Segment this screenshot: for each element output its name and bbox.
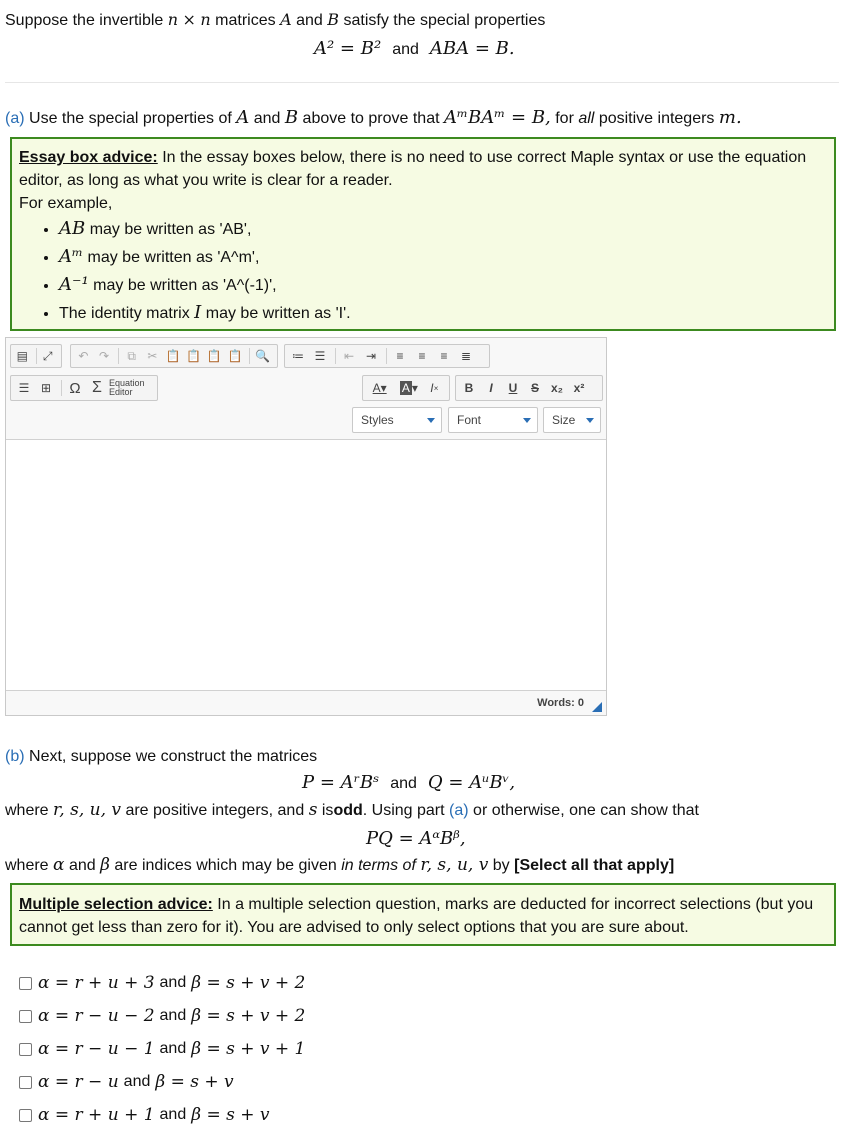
- part-a-label: (a): [5, 110, 25, 127]
- undo-icon[interactable]: ↶: [78, 349, 89, 363]
- divider: [5, 82, 839, 83]
- chevron-down-icon: [523, 418, 531, 423]
- numbered-list-icon[interactable]: ≔: [292, 349, 304, 363]
- math-am: Aᵐ: [59, 246, 84, 267]
- source-icon[interactable]: ▤: [16, 349, 28, 363]
- option-alpha: α = r + u + 1: [38, 1105, 155, 1125]
- resize-handle-icon[interactable]: [592, 702, 602, 712]
- math-ab: AB: [59, 218, 86, 239]
- part-a-question: [5, 107, 742, 128]
- toolbar-group-document: [10, 344, 62, 368]
- equation-editor-button[interactable]: [109, 379, 145, 397]
- size-dropdown[interactable]: [543, 407, 601, 433]
- math-i: I: [194, 302, 202, 323]
- part-b-equation-product: [366, 828, 466, 849]
- part-b-interms: in terms of: [341, 857, 416, 874]
- equation-editor-icon[interactable]: Σ: [92, 379, 102, 396]
- remove-format-icon[interactable]: I ×: [430, 381, 439, 395]
- equation-and: and: [392, 41, 419, 58]
- list-item-text: may be written as 'I'.: [205, 305, 351, 322]
- essay-advice-heading: Essay box advice:: [19, 149, 158, 166]
- option-4[interactable]: [19, 1072, 234, 1092]
- option-beta: β = s + v: [191, 1105, 270, 1125]
- toolbar-group-clipboard: [70, 344, 278, 368]
- subscript-icon[interactable]: x₂: [550, 381, 563, 395]
- toolbar-group-format: [455, 375, 603, 401]
- option-checkbox[interactable]: [19, 977, 32, 990]
- option-and: and: [123, 1073, 151, 1090]
- part-a-reference: (a): [449, 802, 469, 819]
- intro-text: [5, 10, 545, 30]
- math-a: A: [236, 107, 250, 128]
- part-b-text: where: [5, 857, 49, 874]
- special-character-icon[interactable]: Ω: [69, 379, 81, 397]
- equation-q: Q = AᵘBᵛ,: [427, 772, 516, 793]
- bold-icon[interactable]: B: [464, 381, 474, 395]
- copy-icon[interactable]: ⧉: [127, 348, 136, 363]
- toolbar-group-paragraph: [284, 344, 490, 368]
- equation-editor-label: Equation: [109, 378, 145, 388]
- list-item-text: may be written as 'A^(-1)',: [93, 277, 277, 294]
- equation-a2-b2: A² = B²: [314, 38, 382, 59]
- option-beta: β = s + v + 2: [191, 973, 306, 993]
- part-b-text: where: [5, 802, 49, 819]
- option-5[interactable]: [19, 1105, 270, 1125]
- list-item-text: The identity matrix: [59, 305, 190, 322]
- math-alpha: α: [53, 855, 65, 875]
- paste-word-icon[interactable]: 📋: [206, 349, 222, 363]
- math-vars: r, s, u, v: [53, 800, 121, 820]
- horizontal-line-icon[interactable]: ☰: [18, 381, 30, 395]
- redo-icon[interactable]: ↷: [99, 349, 110, 363]
- select-all-instruction: [Select all that apply]: [514, 857, 675, 874]
- intro-equation: [314, 38, 515, 59]
- multiple-selection-advice-box: [10, 883, 836, 946]
- intro-tail2: satisfy the special properties: [343, 12, 546, 29]
- font-dropdown-label: Font: [457, 413, 482, 427]
- math-vars: r, s, u, v: [420, 855, 489, 875]
- option-checkbox[interactable]: [19, 1076, 32, 1089]
- part-b-odd: odd: [333, 802, 363, 819]
- math-m: m.: [718, 107, 742, 128]
- part-b-text: are indices which may be given: [114, 857, 337, 874]
- bulleted-list-icon[interactable]: ☰: [314, 349, 326, 363]
- math-s: s: [308, 800, 318, 820]
- chevron-down-icon: [427, 418, 435, 423]
- math-n: n: [200, 10, 211, 29]
- part-b-text: are positive integers, and: [125, 802, 305, 819]
- table-icon[interactable]: ⊞: [40, 381, 52, 395]
- part-b-equation-pq: [302, 772, 515, 793]
- mc-advice-body: In a multiple selection question, marks are deducted for incorrect selections (but you: [217, 896, 814, 913]
- math-beta: β: [100, 855, 110, 875]
- option-and: and: [159, 1106, 187, 1123]
- strikethrough-icon[interactable]: S: [530, 381, 539, 395]
- styles-dropdown[interactable]: [352, 407, 442, 433]
- part-b-text-line: [5, 800, 699, 820]
- maximize-icon[interactable]: ⤢: [42, 348, 53, 363]
- option-beta: β = s + v: [155, 1072, 234, 1092]
- math-a-inverse: A⁻¹: [59, 274, 89, 295]
- chevron-down-icon: [586, 418, 594, 423]
- outdent-icon[interactable]: ⇤: [343, 349, 355, 363]
- list-item-text: may be written as 'A^m',: [87, 249, 260, 266]
- essay-advice-body: In the essay boxes below, there is no need to use correct Maple syntax or use the equation: [162, 149, 807, 166]
- option-alpha: α = r − u − 1: [38, 1039, 155, 1059]
- cut-icon[interactable]: ✂: [147, 349, 158, 363]
- superscript-icon[interactable]: x²: [573, 381, 585, 395]
- option-and: and: [159, 1007, 187, 1024]
- part-a-and: and: [253, 110, 281, 127]
- paste-icon[interactable]: 📋: [165, 349, 181, 363]
- essay-advice-list: [19, 215, 827, 327]
- part-b-label: (b): [5, 748, 25, 765]
- equation-editor-label: Editor: [109, 387, 133, 397]
- equation-ambam: AᵐBAᵐ = B,: [443, 107, 551, 128]
- mc-advice-heading: Multiple selection advice:: [19, 896, 213, 913]
- equation-product: PQ = AᵅBᵝ,: [366, 828, 466, 849]
- list-item-text: may be written as 'AB',: [89, 221, 252, 238]
- option-alpha: α = r − u: [38, 1072, 119, 1092]
- math-times: ×: [182, 10, 196, 29]
- list-item: [59, 243, 827, 271]
- toolbar-group-insert: [10, 375, 158, 401]
- essay-text-area[interactable]: [6, 439, 606, 691]
- list-item: [59, 271, 827, 299]
- toolbar-group-colors: [362, 375, 450, 401]
- math-b: B: [327, 10, 340, 29]
- font-dropdown[interactable]: [448, 407, 538, 433]
- indent-icon[interactable]: ⇥: [365, 349, 377, 363]
- option-checkbox[interactable]: [19, 1043, 32, 1056]
- intro-and: and: [296, 12, 323, 29]
- option-alpha: α = r + u + 3: [38, 973, 155, 993]
- part-b-text: and: [68, 857, 96, 874]
- intro-lead: Suppose the invertible: [5, 12, 164, 29]
- mc-advice-body: cannot get less than zero for it). You are advised to only select options that you are sure about.: [19, 919, 689, 936]
- part-a-text: above to prove that: [302, 110, 440, 127]
- background-color-icon[interactable]: A ▾: [401, 381, 418, 395]
- option-and: and: [159, 974, 187, 991]
- intro-tail: matrices: [215, 12, 276, 29]
- essay-advice-box: [10, 137, 836, 331]
- word-count: Words: 0: [537, 697, 584, 709]
- equation-and: and: [390, 775, 417, 792]
- option-1[interactable]: [19, 973, 305, 993]
- option-checkbox[interactable]: [19, 1010, 32, 1023]
- part-b-text: or otherwise, one can show that: [473, 802, 699, 819]
- align-right-icon[interactable]: ≡: [440, 349, 448, 363]
- option-and: and: [159, 1040, 187, 1057]
- math-b: B: [284, 107, 299, 128]
- part-a-all: all: [578, 110, 595, 127]
- option-alpha: α = r − u − 2: [38, 1006, 155, 1026]
- part-a-text: positive integers: [598, 110, 715, 127]
- part-b-text-line: [5, 855, 674, 875]
- styles-dropdown-label: Styles: [361, 413, 394, 427]
- list-item: [59, 299, 827, 327]
- find-icon[interactable]: 🔍: [255, 349, 271, 363]
- essay-advice-body: editor, as long as what you write is clear for a reader.: [19, 172, 393, 189]
- part-b-text: Next, suppose we construct the matrices: [29, 748, 318, 765]
- option-beta: β = s + v + 1: [191, 1039, 306, 1059]
- equation-p: P = AʳBˢ: [302, 772, 380, 793]
- part-b-text: . Using part: [362, 802, 445, 819]
- part-a-text: Use the special properties of: [29, 110, 232, 127]
- size-dropdown-label: Size: [552, 413, 576, 427]
- part-b-intro: [5, 748, 317, 766]
- part-b-text: by: [492, 857, 510, 874]
- option-2[interactable]: [19, 1006, 305, 1026]
- text-color-icon[interactable]: A▾: [372, 381, 387, 395]
- equation-aba-b: ABA = B.: [429, 38, 515, 59]
- paste-special-icon[interactable]: 📋: [227, 349, 243, 363]
- option-3[interactable]: [19, 1039, 305, 1059]
- justify-icon[interactable]: ≣: [460, 349, 472, 363]
- math-n: n: [167, 10, 179, 29]
- paste-text-icon[interactable]: 📋: [186, 349, 202, 363]
- option-beta: β = s + v + 2: [191, 1006, 306, 1026]
- math-a: A: [280, 10, 292, 29]
- part-b-text: is: [321, 802, 334, 819]
- part-a-text: for: [555, 110, 574, 127]
- underline-icon[interactable]: U: [508, 381, 518, 395]
- essay-advice-example: For example,: [19, 195, 113, 212]
- align-center-icon[interactable]: ≡: [418, 349, 426, 363]
- italic-icon[interactable]: I: [489, 381, 493, 395]
- essay-editor: [5, 337, 607, 716]
- list-item: [59, 215, 827, 243]
- option-checkbox[interactable]: [19, 1109, 32, 1122]
- align-left-icon[interactable]: ≡: [396, 349, 404, 363]
